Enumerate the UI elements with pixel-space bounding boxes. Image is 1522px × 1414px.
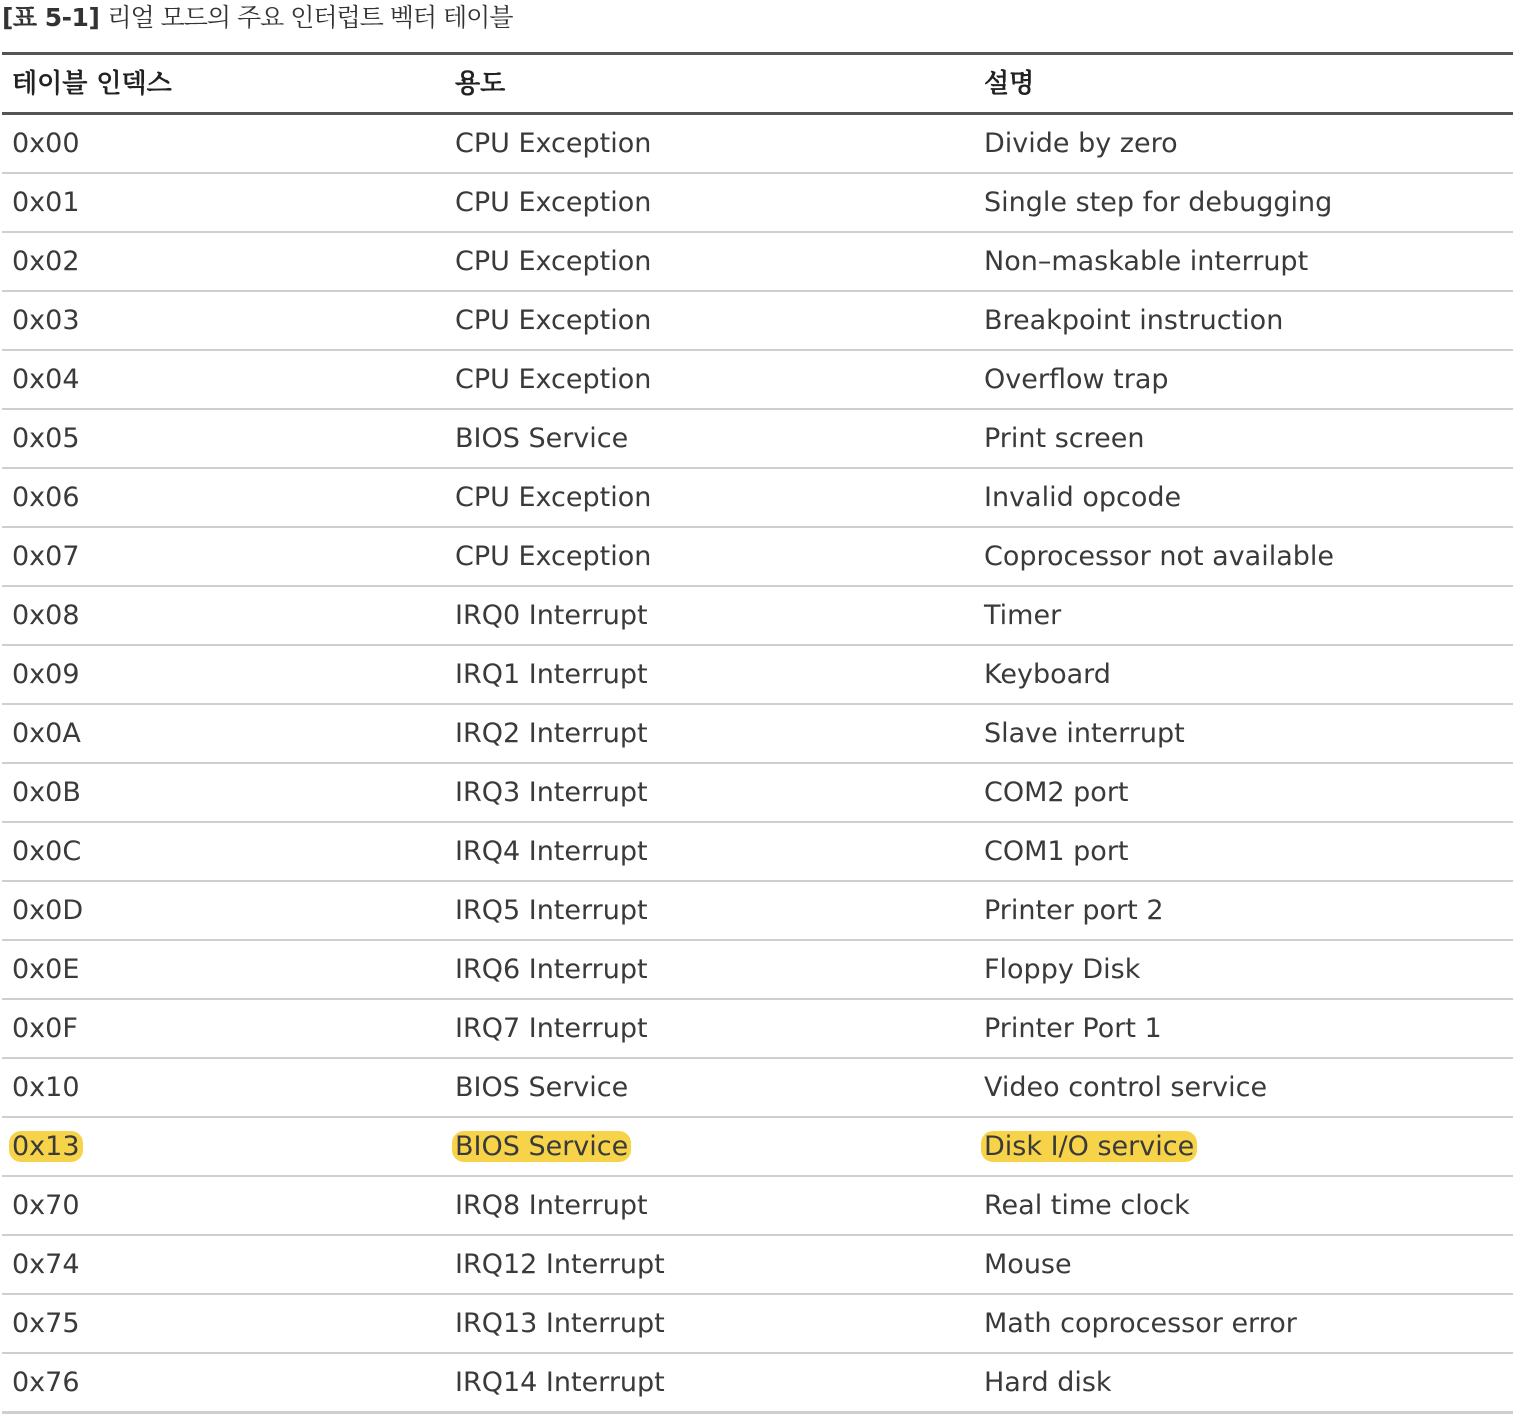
row-usage: IRQ7 Interrupt — [455, 1012, 648, 1044]
row-description: Printer port 2 — [984, 894, 1164, 926]
table-row — [2, 1295, 1513, 1354]
table-caption — [2, 0, 512, 36]
row-usage: CPU Exception — [455, 363, 652, 395]
row-usage: IRQ4 Interrupt — [455, 835, 648, 867]
row-usage-cell — [455, 716, 984, 752]
table-row — [2, 528, 1513, 587]
row-index: 0x03 — [12, 304, 80, 336]
row-usage: IRQ2 Interrupt — [455, 717, 648, 749]
row-index: 0x05 — [12, 422, 80, 454]
row-index: 0x07 — [12, 540, 80, 572]
row-usage: IRQ3 Interrupt — [455, 776, 648, 808]
table-row — [2, 1354, 1513, 1414]
row-usage-cell — [455, 1070, 984, 1106]
row-index-cell — [2, 362, 455, 398]
header-description: 설명 — [984, 68, 1035, 99]
row-description: Print screen — [984, 422, 1145, 454]
row-usage-cell — [455, 834, 984, 870]
table-row — [2, 469, 1513, 528]
row-description: Printer Port 1 — [984, 1012, 1162, 1044]
caption-label: [표 5-1] — [2, 3, 100, 32]
row-index-cell — [2, 244, 455, 280]
row-usage-cell — [455, 244, 984, 280]
row-usage-cell — [455, 1306, 984, 1342]
row-description: Slave interrupt — [984, 717, 1185, 749]
row-index-cell — [2, 1306, 455, 1342]
row-index-cell — [2, 126, 455, 162]
row-index-cell — [2, 1365, 455, 1401]
row-index-cell — [2, 834, 455, 870]
row-usage: CPU Exception — [455, 481, 652, 513]
table-row — [2, 410, 1513, 469]
row-usage: IRQ5 Interrupt — [455, 894, 648, 926]
row-usage: IRQ1 Interrupt — [455, 658, 648, 690]
row-description-cell — [984, 1188, 1513, 1224]
row-index: 0x0E — [12, 953, 80, 985]
row-index: 0x76 — [12, 1366, 80, 1398]
table-row — [2, 1236, 1513, 1295]
row-description: Floppy Disk — [984, 953, 1141, 985]
row-usage: IRQ8 Interrupt — [455, 1189, 648, 1221]
header-index: 테이블 인덱스 — [12, 68, 172, 99]
row-usage-cell — [455, 480, 984, 516]
row-usage-cell — [455, 657, 984, 693]
row-description-cell — [984, 598, 1513, 634]
row-usage-cell — [455, 598, 984, 634]
row-usage-cell — [455, 952, 984, 988]
row-description: Video control service — [984, 1071, 1268, 1103]
row-description: Breakpoint instruction — [984, 304, 1284, 336]
row-index-cell — [2, 716, 455, 752]
row-index: 0x0D — [12, 894, 84, 926]
row-index: 0x06 — [12, 481, 80, 513]
row-usage-cell — [455, 421, 984, 457]
row-description-cell — [984, 952, 1513, 988]
row-description-cell — [984, 657, 1513, 693]
row-usage: IRQ14 Interrupt — [455, 1366, 665, 1398]
row-description-cell — [984, 834, 1513, 870]
table-row — [2, 1177, 1513, 1236]
row-description: Coprocessor not available — [984, 540, 1334, 572]
table-body — [2, 115, 1513, 1414]
row-index-cell — [2, 421, 455, 457]
row-index-cell — [2, 1188, 455, 1224]
table-row — [2, 941, 1513, 1000]
table-row — [2, 823, 1513, 882]
row-index-cell — [2, 1011, 455, 1047]
row-description: Overflow trap — [984, 363, 1169, 395]
row-index: 0x70 — [12, 1189, 80, 1221]
caption-title: 리얼 모드의 주요 인터럽트 벡터 테이블 — [107, 3, 513, 32]
row-description-cell — [984, 244, 1513, 280]
row-index: 0x10 — [12, 1071, 80, 1103]
row-description-cell — [984, 775, 1513, 811]
table-row — [2, 115, 1513, 174]
table-row — [2, 882, 1513, 941]
table-row — [2, 233, 1513, 292]
row-usage-cell — [455, 362, 984, 398]
row-description-cell — [984, 716, 1513, 752]
row-description: Single step for debugging — [984, 186, 1333, 218]
row-usage: BIOS Service — [455, 422, 629, 454]
row-index-cell — [2, 598, 455, 634]
row-index: 0x08 — [12, 599, 80, 631]
row-index-cell — [2, 303, 455, 339]
row-usage-cell — [455, 1247, 984, 1283]
row-description-cell — [984, 303, 1513, 339]
row-description-cell — [984, 362, 1513, 398]
row-index: 0x13 — [9, 1131, 83, 1162]
row-usage-cell — [455, 1011, 984, 1047]
table-row — [2, 1000, 1513, 1059]
row-description-cell — [984, 1365, 1513, 1401]
row-usage-cell — [455, 893, 984, 929]
row-index: 0x0A — [12, 717, 81, 749]
row-usage-cell — [455, 1188, 984, 1224]
row-index: 0x01 — [12, 186, 80, 218]
row-index: 0x02 — [12, 245, 80, 277]
row-description-cell — [984, 1011, 1513, 1047]
row-description-cell — [984, 1247, 1513, 1283]
row-usage-cell — [455, 303, 984, 339]
table-row — [2, 1118, 1513, 1177]
row-index: 0x04 — [12, 363, 80, 395]
row-usage-cell — [455, 775, 984, 811]
row-index-cell — [2, 657, 455, 693]
table-row — [2, 587, 1513, 646]
row-usage: IRQ6 Interrupt — [455, 953, 648, 985]
row-usage: CPU Exception — [455, 186, 652, 218]
row-index: 0x0C — [12, 835, 82, 867]
row-index-cell — [2, 893, 455, 929]
row-description: Non–maskable interrupt — [984, 245, 1309, 277]
row-description: Disk I/O service — [981, 1131, 1197, 1162]
row-usage-cell — [455, 1365, 984, 1401]
table-row — [2, 705, 1513, 764]
row-index-cell — [2, 1247, 455, 1283]
row-description-cell — [984, 1306, 1513, 1342]
row-description-cell — [984, 421, 1513, 457]
row-usage-cell — [455, 126, 984, 162]
row-index-cell — [2, 185, 455, 221]
row-index: 0x00 — [12, 127, 80, 159]
row-description-cell — [984, 1129, 1513, 1165]
table-row — [2, 1059, 1513, 1118]
row-usage: CPU Exception — [455, 304, 652, 336]
row-description-cell — [984, 480, 1513, 516]
row-description-cell — [984, 1070, 1513, 1106]
row-description: Real time clock — [984, 1189, 1190, 1221]
row-description: COM2 port — [984, 776, 1129, 808]
row-index-cell — [2, 539, 455, 575]
row-index-cell — [2, 1070, 455, 1106]
row-description-cell — [984, 539, 1513, 575]
table-row — [2, 646, 1513, 705]
row-index-cell — [2, 1129, 455, 1165]
table-row — [2, 351, 1513, 410]
row-description: Invalid opcode — [984, 481, 1182, 513]
row-usage: IRQ12 Interrupt — [455, 1248, 665, 1280]
row-usage: IRQ13 Interrupt — [455, 1307, 665, 1339]
row-usage-cell — [455, 1129, 984, 1165]
row-description: COM1 port — [984, 835, 1129, 867]
header-usage: 용도 — [455, 68, 506, 99]
table-row — [2, 292, 1513, 351]
row-index: 0x0F — [12, 1012, 78, 1044]
row-description: Divide by zero — [984, 127, 1178, 159]
row-description: Hard disk — [984, 1366, 1112, 1398]
row-usage: CPU Exception — [455, 245, 652, 277]
row-description: Timer — [984, 599, 1062, 631]
row-usage: IRQ0 Interrupt — [455, 599, 648, 631]
row-index: 0x0B — [12, 776, 81, 808]
row-description: Mouse — [984, 1248, 1072, 1280]
table-row — [2, 764, 1513, 823]
row-index: 0x09 — [12, 658, 80, 690]
row-usage: BIOS Service — [455, 1071, 629, 1103]
row-index: 0x74 — [12, 1248, 80, 1280]
row-description-cell — [984, 126, 1513, 162]
row-usage-cell — [455, 539, 984, 575]
row-description: Keyboard — [984, 658, 1111, 690]
row-index: 0x75 — [12, 1307, 80, 1339]
interrupt-vector-table — [2, 52, 1513, 1414]
row-description-cell — [984, 185, 1513, 221]
row-index-cell — [2, 480, 455, 516]
row-usage: CPU Exception — [455, 540, 652, 572]
row-usage-cell — [455, 185, 984, 221]
row-description-cell — [984, 893, 1513, 929]
row-index-cell — [2, 952, 455, 988]
row-index-cell — [2, 775, 455, 811]
row-description: Math coprocessor error — [984, 1307, 1297, 1339]
table-row — [2, 174, 1513, 233]
row-usage: CPU Exception — [455, 127, 652, 159]
row-usage: BIOS Service — [452, 1131, 631, 1162]
table-header-row — [2, 55, 1513, 115]
